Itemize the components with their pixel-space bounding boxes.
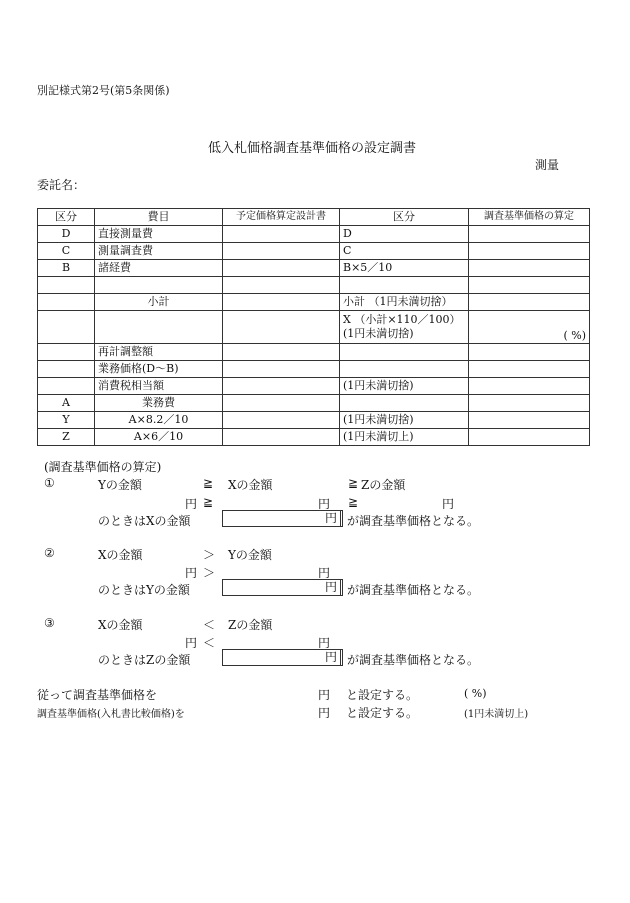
case2-x-amount: Xの金額 bbox=[98, 548, 143, 562]
case1-number: ① bbox=[44, 476, 55, 490]
himoku-cell: A×8.2／10 bbox=[95, 412, 223, 429]
himoku-cell bbox=[95, 311, 223, 344]
yotei-cell[interactable] bbox=[223, 243, 340, 260]
kubun-cell bbox=[38, 361, 95, 378]
case3-when: のときはZの金額 bbox=[98, 653, 191, 667]
price-table bbox=[37, 208, 590, 446]
case3-x-amount: Xの金額 bbox=[98, 618, 143, 632]
kubun2-cell: (1円未満切捨) bbox=[340, 412, 469, 429]
col-header: 予定価格算定設計書 bbox=[223, 209, 340, 226]
kubun2-line2: (1円未満切捨) bbox=[343, 327, 414, 340]
himoku-cell: 直接測量費 bbox=[95, 226, 223, 243]
yotei-cell[interactable] bbox=[223, 344, 340, 361]
santei-cell[interactable] bbox=[469, 361, 590, 378]
case3-yen2: 円 bbox=[318, 636, 331, 650]
himoku-cell: 測量調査費 bbox=[95, 243, 223, 260]
bid-price-label: 調査基準価格(入札書比較価格)を bbox=[37, 709, 185, 720]
santei-cell[interactable] bbox=[469, 429, 590, 446]
santei-cell[interactable] bbox=[469, 395, 590, 412]
table-row bbox=[38, 294, 590, 311]
yotei-cell[interactable] bbox=[223, 429, 340, 446]
case3-yen1: 円 bbox=[185, 636, 198, 650]
case1-result: が調査基準価格となる。 bbox=[347, 514, 480, 528]
santei-cell[interactable] bbox=[469, 277, 590, 294]
final-price-label: 従って調査基準価格を bbox=[37, 688, 158, 702]
table-header-row bbox=[38, 209, 590, 226]
kubun-cell bbox=[38, 294, 95, 311]
page-title: 低入札価格調査基準価格の設定調書 bbox=[208, 141, 417, 156]
kubun2-cell: (1円未満切捨) bbox=[340, 378, 469, 395]
table-row bbox=[38, 226, 590, 243]
case2-yen1: 円 bbox=[185, 566, 198, 580]
santei-cell[interactable] bbox=[469, 294, 590, 311]
yotei-cell[interactable] bbox=[223, 395, 340, 412]
case3-yen-box: 円 bbox=[322, 649, 341, 666]
table-row bbox=[38, 311, 590, 344]
case1-y-amount: Yの金額 bbox=[98, 478, 142, 492]
case2-y-amount: Yの金額 bbox=[228, 548, 272, 562]
yotei-cell[interactable] bbox=[223, 412, 340, 429]
case1-when: のときはXの金額 bbox=[98, 514, 191, 528]
yotei-cell[interactable] bbox=[223, 277, 340, 294]
santei-cell[interactable] bbox=[469, 344, 590, 361]
himoku-cell: 諸経費 bbox=[95, 260, 223, 277]
yotei-cell[interactable] bbox=[223, 260, 340, 277]
kubun2-cell bbox=[340, 311, 469, 344]
final-price-yen: 円 bbox=[318, 688, 331, 702]
himoku-cell: 業務費 bbox=[95, 395, 223, 412]
bid-price-set: と設定する。 bbox=[346, 706, 419, 720]
client-label: 委託名： bbox=[37, 178, 86, 192]
table-row bbox=[38, 412, 590, 429]
bid-price-yen: 円 bbox=[318, 706, 331, 720]
kubun2-cell: 小計 （1円未満切捨） bbox=[340, 294, 469, 311]
col-header: 区分 bbox=[38, 209, 95, 226]
kubun-cell: C bbox=[38, 243, 95, 260]
case2-gt: ＞ bbox=[203, 566, 216, 580]
kubun-cell: Z bbox=[38, 429, 95, 446]
case1-op2: ≧ bbox=[348, 476, 359, 490]
yotei-cell[interactable] bbox=[223, 226, 340, 243]
col-header: 費目 bbox=[95, 209, 223, 226]
case1-yen2: 円 bbox=[318, 497, 331, 511]
col-header: 調査基準価格の算定 bbox=[469, 209, 590, 226]
case2-yen2: 円 bbox=[318, 566, 331, 580]
kubun-cell: A bbox=[38, 395, 95, 412]
bid-price-note: (1円未満切上) bbox=[464, 709, 529, 720]
case2-number: ② bbox=[44, 546, 55, 560]
yotei-cell[interactable] bbox=[223, 378, 340, 395]
santei-cell[interactable] bbox=[469, 412, 590, 429]
kubun-cell bbox=[38, 378, 95, 395]
santei-cell[interactable] bbox=[469, 226, 590, 243]
case1-z-amount: Zの金額 bbox=[361, 478, 406, 492]
case1-ge2: ≧ bbox=[348, 495, 359, 509]
himoku-cell bbox=[95, 277, 223, 294]
kubun-cell: D bbox=[38, 226, 95, 243]
kubun2-cell bbox=[340, 277, 469, 294]
himoku-cell: 小計 bbox=[95, 294, 223, 311]
santei-cell[interactable] bbox=[469, 311, 590, 344]
case1-yen-box: 円 bbox=[322, 510, 341, 527]
case2-op: ＞ bbox=[203, 548, 216, 562]
table-row bbox=[38, 395, 590, 412]
survey-label: 測量 bbox=[535, 158, 560, 172]
form-label: 別記様式第2号(第5条関係) bbox=[37, 84, 170, 97]
santei-cell[interactable] bbox=[469, 378, 590, 395]
case2-yen-box: 円 bbox=[322, 579, 341, 596]
table-row bbox=[38, 344, 590, 361]
case2-result: が調査基準価格となる。 bbox=[347, 583, 480, 597]
table-row bbox=[38, 361, 590, 378]
final-price-set: と設定する。 bbox=[346, 688, 419, 702]
himoku-cell: A×6／10 bbox=[95, 429, 223, 446]
table-row bbox=[38, 243, 590, 260]
kubun-cell bbox=[38, 344, 95, 361]
case1-x-amount: Xの金額 bbox=[228, 478, 273, 492]
himoku-cell: 業務価格(D〜B) bbox=[95, 361, 223, 378]
kubun-cell bbox=[38, 311, 95, 344]
kubun-cell bbox=[38, 277, 95, 294]
case3-op: ＜ bbox=[203, 618, 216, 632]
calc-heading: (調査基準価格の算定) bbox=[44, 460, 162, 474]
himoku-cell: 消費税相当額 bbox=[95, 378, 223, 395]
santei-cell[interactable] bbox=[469, 243, 590, 260]
yotei-cell[interactable] bbox=[223, 311, 340, 344]
final-price-percent: ( %) bbox=[464, 687, 487, 700]
percent-label: ( %) bbox=[563, 329, 586, 342]
case2-when: のときはYの金額 bbox=[98, 583, 190, 597]
table-row bbox=[38, 378, 590, 395]
table-row bbox=[38, 260, 590, 277]
case3-result: が調査基準価格となる。 bbox=[347, 653, 480, 667]
santei-cell[interactable] bbox=[469, 260, 590, 277]
kubun2-cell: B×5／10 bbox=[340, 260, 469, 277]
case3-z-amount: Zの金額 bbox=[228, 618, 273, 632]
case1-ge1: ≧ bbox=[203, 495, 214, 509]
col-header: 区分 bbox=[340, 209, 469, 226]
kubun2-line1: X （小計×110／100） bbox=[343, 313, 461, 326]
kubun-cell: B bbox=[38, 260, 95, 277]
case1-op: ≧ bbox=[203, 476, 214, 490]
yotei-cell[interactable] bbox=[223, 361, 340, 378]
kubun2-cell: C bbox=[340, 243, 469, 260]
himoku-cell: 再計調整額 bbox=[95, 344, 223, 361]
kubun2-cell: D bbox=[340, 226, 469, 243]
kubun-cell: Y bbox=[38, 412, 95, 429]
yotei-cell[interactable] bbox=[223, 294, 340, 311]
kubun2-cell: (1円未満切上) bbox=[340, 429, 469, 446]
kubun2-cell bbox=[340, 344, 469, 361]
table-row bbox=[38, 429, 590, 446]
table-row bbox=[38, 277, 590, 294]
kubun2-cell bbox=[340, 395, 469, 412]
kubun2-cell bbox=[340, 361, 469, 378]
case3-lt: ＜ bbox=[203, 636, 216, 650]
case3-number: ③ bbox=[44, 616, 55, 630]
case1-yen3: 円 bbox=[442, 497, 455, 511]
case1-yen1: 円 bbox=[185, 497, 198, 511]
